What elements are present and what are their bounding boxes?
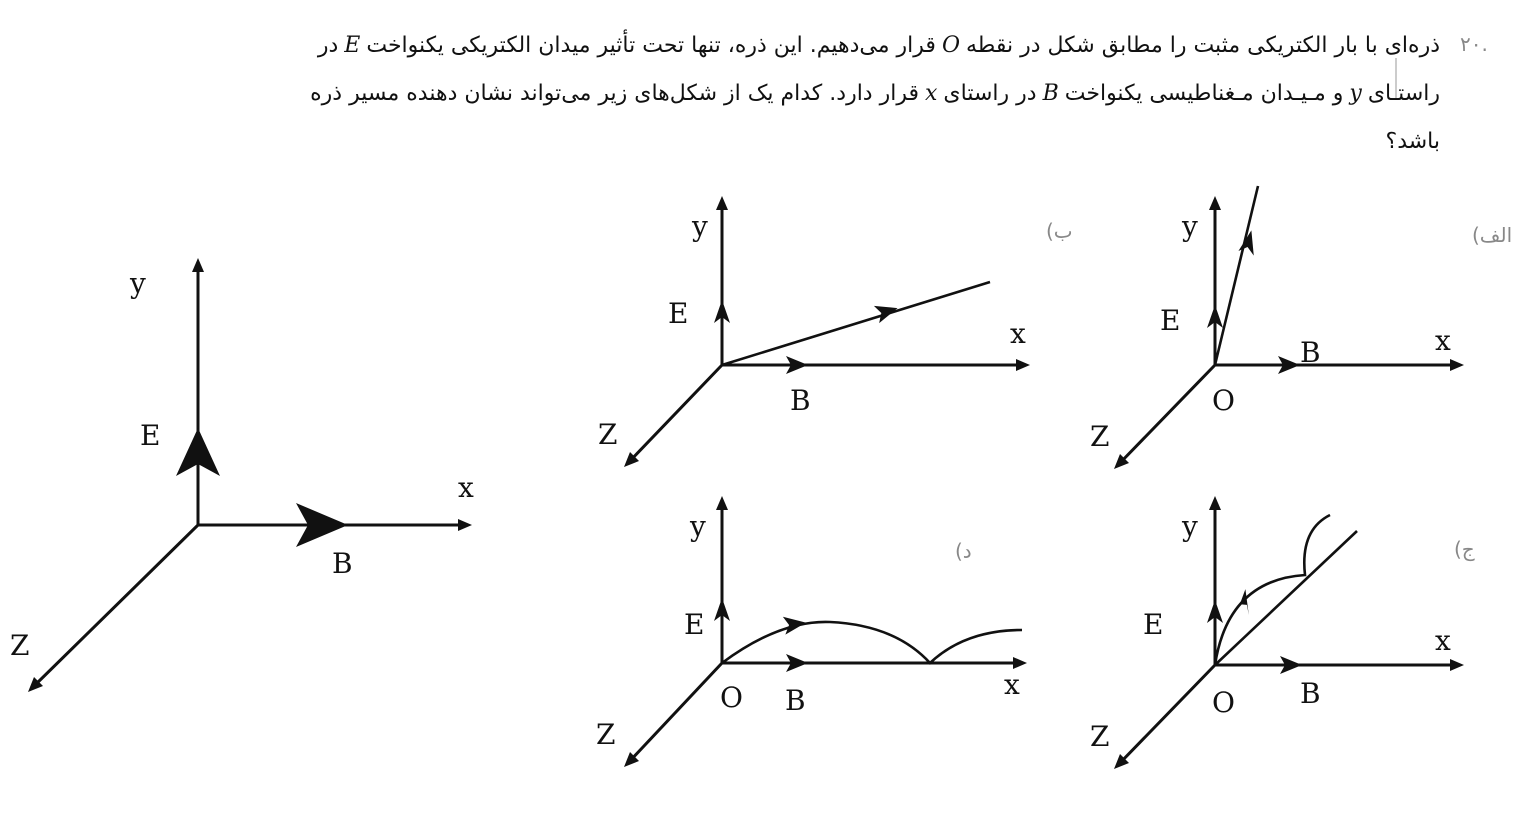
jim-o-label: O xyxy=(1212,686,1235,719)
alef-y-arrowhead xyxy=(1209,196,1221,210)
main-y-arrowhead xyxy=(192,258,204,272)
text-segment: ذره‌ای با بار الکتریکی مثبت را مطابق شکل در نقطه xyxy=(965,33,1440,58)
alef-z-label: Z xyxy=(1090,420,1110,453)
main-figure xyxy=(10,258,474,692)
be-trajectory xyxy=(722,282,990,365)
be-z-label: Z xyxy=(598,418,618,451)
jim-y-label: y xyxy=(1182,510,1198,543)
option-jim-label: ج) xyxy=(1454,537,1475,561)
jim-trajectory-arrow xyxy=(1235,589,1260,615)
math-var-e: E xyxy=(344,33,361,58)
main-z-label: Z xyxy=(10,629,30,662)
text-segment: قرار می‌دهیم. این ذره، تنها تحت تأثیر میدان الکتریکی یکنواخت xyxy=(366,33,936,58)
be-e-label: E xyxy=(668,297,689,330)
dal-trajectory xyxy=(722,622,1022,663)
dal-y-label: y xyxy=(690,510,706,543)
alef-e-label: E xyxy=(1160,304,1181,337)
dal-e-label: E xyxy=(684,608,705,641)
jim-x-label: x xyxy=(1435,624,1451,657)
alef-x-label: x xyxy=(1435,324,1451,357)
alef-z-axis xyxy=(1118,365,1215,465)
text-segment: راستـای xyxy=(1367,81,1440,106)
option-be-figure[interactable] xyxy=(598,196,1073,467)
be-x-label: x xyxy=(1010,317,1026,350)
jim-x-arrowhead xyxy=(1450,659,1464,671)
option-jim-figure[interactable] xyxy=(1090,496,1475,769)
math-var-y: y xyxy=(1349,81,1362,106)
dal-b-label: B xyxy=(785,684,806,717)
option-alef-figure[interactable] xyxy=(1090,186,1512,469)
main-z-axis xyxy=(32,525,198,688)
main-x-label: x xyxy=(458,471,474,504)
math-var-b: B xyxy=(1042,81,1059,106)
be-x-arrowhead xyxy=(1016,359,1030,371)
math-var-o: O xyxy=(941,33,960,58)
main-b-label: B xyxy=(332,547,353,580)
dal-z-axis xyxy=(628,663,722,763)
alef-x-arrowhead xyxy=(1450,359,1464,371)
be-b-label: B xyxy=(790,384,811,417)
jim-diagonal-line xyxy=(1215,531,1357,665)
question-line-3: باشد؟ xyxy=(1385,129,1440,154)
jim-y-arrowhead xyxy=(1209,496,1221,510)
text-segment: و مـیـدان مـغناطیسی یکنواخت xyxy=(1064,81,1344,106)
main-e-label: E xyxy=(140,419,161,452)
be-y-label: y xyxy=(692,210,708,243)
jim-z-label: Z xyxy=(1090,720,1110,753)
dal-y-arrowhead xyxy=(716,496,728,510)
option-be-label: ب) xyxy=(1046,219,1073,243)
be-y-arrowhead xyxy=(716,196,728,210)
jim-trajectory xyxy=(1215,515,1330,665)
alef-y-label: y xyxy=(1182,210,1198,243)
alef-trajectory xyxy=(1215,186,1258,365)
text-segment: قرار دارد. کدام یک از شکل‌های زیر می‌تواند نشان دهنده مسیر ذره xyxy=(310,81,919,106)
alef-b-label: B xyxy=(1300,336,1321,369)
text-segment: در xyxy=(317,33,339,58)
be-z-axis xyxy=(628,365,722,463)
dal-o-label: O xyxy=(720,681,743,714)
option-dal-figure[interactable] xyxy=(596,496,1027,767)
dal-x-label: x xyxy=(1004,668,1020,701)
alef-o-label: O xyxy=(1212,384,1235,417)
option-alef-label: الف) xyxy=(1472,223,1513,247)
jim-e-label: E xyxy=(1143,608,1164,641)
math-var-x: x xyxy=(925,81,938,106)
main-x-arrowhead xyxy=(458,519,472,531)
dal-z-label: Z xyxy=(596,718,616,751)
text-segment: در راستای xyxy=(943,81,1037,106)
question-number: ۲۰. xyxy=(1460,32,1488,56)
jim-z-axis xyxy=(1118,665,1215,765)
main-y-label: y xyxy=(130,267,146,300)
option-dal-label: د) xyxy=(955,539,972,563)
jim-b-label: B xyxy=(1300,677,1321,710)
